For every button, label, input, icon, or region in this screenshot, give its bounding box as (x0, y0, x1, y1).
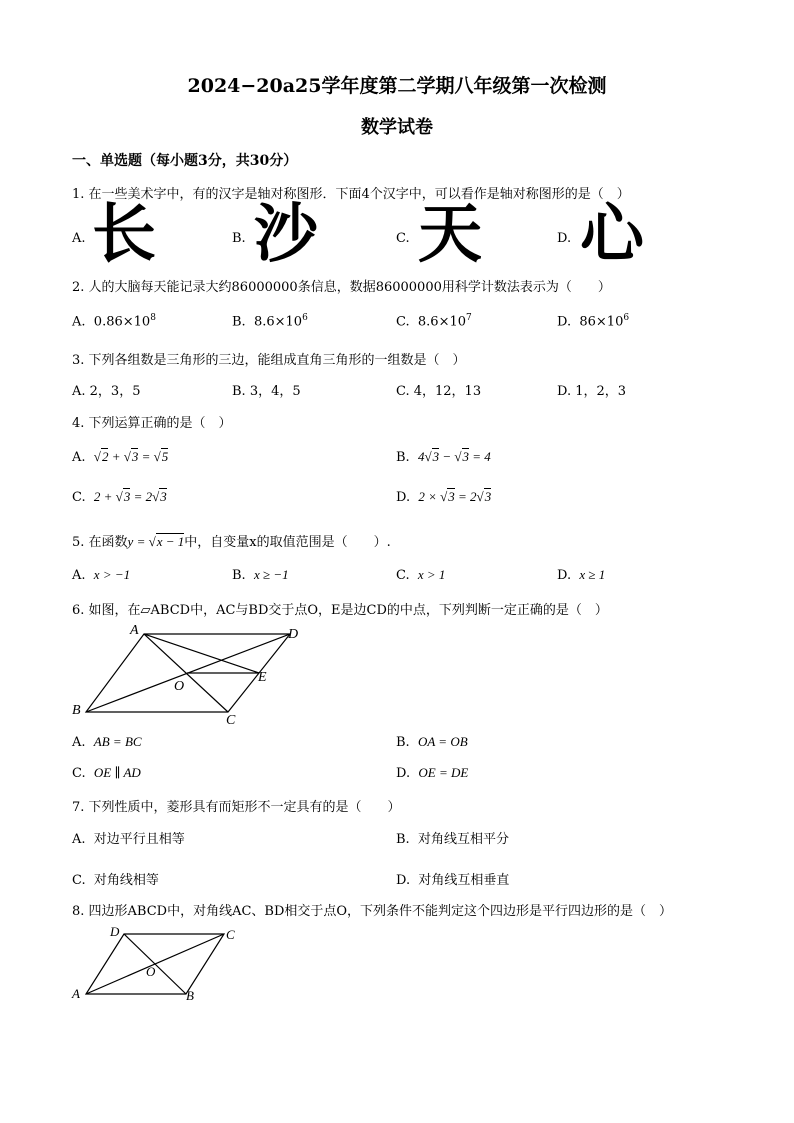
q2-option-d (557, 313, 629, 329)
q2-option-a (72, 313, 156, 329)
q2-option-c (396, 313, 472, 329)
question-1-stem: 1. 在一些美术字中，有的汉字是轴对称图形．下面4个汉字中，可以看作是轴对称图形的是（ ） (72, 187, 630, 202)
q7-option-d-text: 对角线互相垂直 (418, 873, 510, 888)
q7-option-d (396, 869, 509, 888)
q7-option-b (396, 828, 509, 847)
q8-point-b: B (186, 988, 194, 1003)
q1-option-d-char: 心 (580, 198, 644, 272)
q4-option-c (72, 489, 167, 505)
q5-option-d-text: x ≥ 1 (579, 567, 606, 582)
q8-quadrilateral-figure (66, 922, 256, 1004)
q4-option-d-label: D. (396, 490, 411, 505)
q6-point-b: B (72, 703, 81, 718)
question-7-stem: 7. 下列性质中，菱形具有而矩形不一定具有的是（ ） (72, 800, 401, 815)
q5-option-a-text: x > −1 (93, 567, 131, 582)
q6-point-o: O (174, 679, 185, 694)
q5-option-b-text: x ≥ −1 (253, 567, 289, 582)
q4-option-c-label: C. (72, 490, 86, 505)
q7-option-a-label: A. (72, 832, 86, 847)
q5-function-expr: y = √x − 1 (127, 534, 185, 549)
q1-option-b-label: B. (232, 231, 246, 246)
q6-parallelogram-figure (68, 622, 318, 728)
q3-option-d: D. 1，2，3 (557, 384, 627, 399)
q6-option-b (396, 734, 468, 750)
q6-helper-line (144, 634, 259, 673)
q5-option-c (396, 567, 445, 583)
q5-option-d (557, 567, 605, 583)
q6-option-b-label: B. (396, 735, 410, 750)
q5-option-b (232, 567, 289, 583)
q5-option-d-label: D. (557, 568, 572, 583)
q4-option-c-expr: 2 + √3 = 2√3 (93, 489, 167, 504)
q7-option-c (72, 869, 159, 888)
q4-option-b-expr: 4√3 − √3 = 4 (417, 449, 491, 464)
q3-option-b: B. 3，4，5 (232, 384, 301, 399)
q8-point-d: D (110, 924, 120, 939)
q6-point-e: E (258, 670, 267, 685)
q3-option-c: C. 4，12，13 (396, 384, 482, 399)
q5-option-a (72, 567, 130, 583)
question-2-stem: 2. 人的大脑每天能记录大约86000000条信息，数据86000000用科学计数法表示为（ ） (72, 280, 611, 295)
q4-option-d-expr: 2 × √3 = 2√3 (418, 489, 492, 504)
q3-option-a: A. 2，3，5 (72, 384, 141, 399)
q2-option-c-exp: 7 (466, 313, 472, 323)
q4-option-b-label: B. (396, 450, 410, 465)
q7-option-d-label: D. (396, 873, 411, 888)
q1-option-c-label: C. (396, 231, 410, 246)
q2-option-b (232, 313, 308, 329)
q7-option-c-text: 对角线相等 (93, 873, 159, 888)
q5-option-b-label: B. (232, 568, 246, 583)
q6-option-a (72, 734, 142, 750)
q8-point-o: O (146, 964, 156, 979)
q1-option-a-label: A. (72, 231, 86, 246)
q4-option-b (396, 449, 491, 465)
q2-option-b-exp: 6 (302, 313, 308, 323)
q6-point-c: C (226, 713, 236, 728)
q2-option-d-label: D. (557, 314, 572, 330)
q5-option-c-label: C. (396, 568, 410, 583)
q4-option-a (72, 449, 168, 465)
q7-option-c-label: C. (72, 873, 86, 888)
q2-option-b-label: B. (232, 314, 246, 330)
q7-option-b-text: 对角线互相平分 (417, 832, 509, 847)
q7-option-a (72, 828, 185, 847)
q2-option-c-base: 8.6×10 (417, 314, 466, 330)
exam-title: 2024−20a25学年度第二学期八年级第一次检测 (187, 75, 607, 97)
section-heading: 一、单选题（每小题3分，共30分） (72, 153, 298, 169)
q6-point-d: D (288, 627, 299, 642)
q7-option-a-text: 对边平行且相等 (93, 832, 185, 847)
q6-option-d-label: D. (396, 766, 411, 781)
question-3-stem: 3. 下列各组数是三角形的三边，能组成直角三角形的一组数是（ ） (72, 353, 466, 368)
exam-subtitle: 数学试卷 (361, 117, 433, 138)
q6-option-a-text: AB = BC (93, 734, 142, 749)
question-5-stem (72, 531, 391, 550)
q6-option-c (72, 765, 141, 781)
q6-option-d (396, 765, 468, 781)
q1-option-b-char: 沙 (254, 198, 318, 272)
q6-option-c-text: OE ∥ AD (93, 765, 141, 780)
q2-option-a-exp: 8 (150, 313, 156, 323)
q6-option-d-text: OE = DE (418, 765, 469, 780)
q1-option-c-char: 天 (418, 198, 482, 272)
question-6-stem: 6. 如图，在▱ABCD中，AC与BD交于点O，E是边CD的中点，下列判断一定正确的是（ ） (72, 603, 608, 618)
q2-option-b-base: 8.6×10 (253, 314, 303, 330)
q4-option-a-expr: √2 + √3 = √5 (93, 449, 169, 464)
q4-option-a-label: A. (72, 450, 86, 465)
q5-option-c-text: x > 1 (417, 567, 446, 582)
q1-option-a-char: 长 (92, 198, 156, 272)
q2-option-d-exp: 6 (623, 313, 630, 323)
q2-option-a-label: A. (72, 314, 86, 330)
q1-option-d-label: D. (557, 231, 572, 246)
q2-option-d-base: 86×10 (579, 314, 624, 330)
q6-point-a: A (130, 623, 139, 638)
q6-option-a-label: A. (72, 735, 86, 750)
q8-point-a: A (72, 986, 80, 1001)
q6-option-b-text: OA = OB (417, 734, 468, 749)
q5-stem-pre: 5. 在函数 (72, 535, 128, 550)
q7-option-b-label: B. (396, 832, 410, 847)
q2-option-a-base: 0.86×10 (93, 314, 151, 330)
question-8-stem: 8. 四边形ABCD中，对角线AC、BD相交于点O，下列条件不能判定这个四边形是平行四边形的是（ ） (72, 904, 673, 919)
q6-option-c-label: C. (72, 766, 86, 781)
q5-stem-post: 中，自变量x的取值范围是（ ）. (184, 535, 391, 550)
q4-option-d (396, 489, 491, 505)
q8-point-c: C (226, 927, 235, 942)
q5-option-a-label: A. (72, 568, 86, 583)
q2-option-c-label: C. (396, 314, 410, 330)
question-4-stem: 4. 下列运算正确的是（ ） (72, 416, 232, 431)
